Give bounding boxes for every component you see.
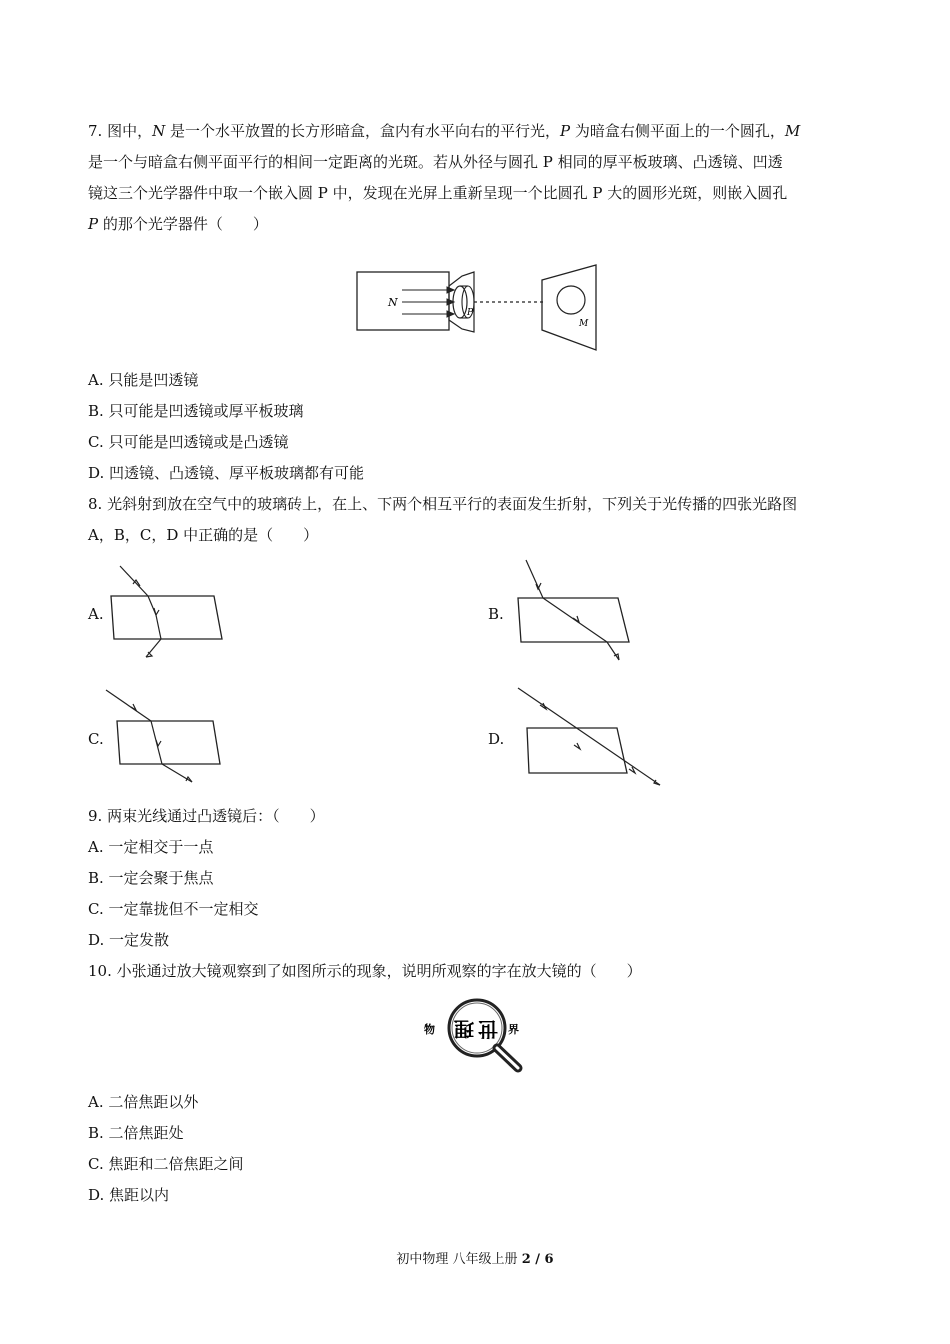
q10-stem: 10. 小张通过放大镜观察到了如图所示的现象，说明所观察的字在放大镜的（ ）: [88, 962, 642, 980]
q7-option-d: D. 凹透镜、凸透镜、厚平板玻璃都有可能: [88, 464, 365, 482]
q7-dark-box-figure: [350, 262, 602, 354]
q7-fig-label-m: M: [579, 319, 589, 329]
q8-label-b: B.: [488, 605, 504, 623]
q9-stem: 9. 两束光线通过凸透镜后：（ ）: [88, 807, 325, 825]
q7-line-2: 是一个与暗盒右侧平面平行的相间一定距离的光斑。若从外径与圆孔 P 相同的厚平板玻璃、凸透镜、凹透: [88, 153, 783, 171]
q8-diagram-c: [104, 686, 230, 786]
q8-label-c: C.: [88, 730, 104, 748]
q9-option-c: C. 一定靠拢但不一定相交: [88, 900, 259, 918]
q7-var-p: P: [88, 215, 99, 233]
q10-option-b: B. 二倍焦距处: [88, 1124, 184, 1142]
q8-label-a: A.: [88, 605, 104, 623]
q7-text: 7. 图中，: [88, 122, 153, 140]
q7-option-a: A. 只能是凹透镜: [88, 371, 199, 389]
q7-line-4: [88, 214, 268, 234]
footer-text: 初中物理 八年级上册: [396, 1252, 522, 1267]
q8-line-2: A，B，C，D 中正确的是（ ）: [88, 526, 319, 544]
q7-line-3: 镜这三个光学器件中取一个嵌入圆 P 中，发现在光屏上重新呈现一个比圆孔 P 大的圆形光斑，则嵌入圆孔: [88, 184, 788, 202]
q7-var-p: P: [560, 122, 571, 140]
q9-option-d: D. 一定发散: [88, 931, 170, 949]
q7-text: 为暗盒右侧平面上的一个圆孔，: [570, 122, 785, 140]
q7-fig-label-n: N: [388, 296, 398, 309]
q10-char-right: 界: [508, 1023, 519, 1036]
q9-option-b: B. 一定会聚于焦点: [88, 869, 214, 887]
page-footer: [0, 1248, 950, 1267]
q7-text: 是一个水平放置的长方形暗盒，盒内有水平向右的平行光，: [165, 122, 560, 140]
q10-char-left: 物: [424, 1023, 435, 1036]
q7-var-n: N: [152, 122, 166, 140]
q7-option-b: B. 只可能是凹透镜或厚平板玻璃: [88, 402, 304, 420]
q7-line-1: [88, 121, 800, 141]
q8-diagram-a: [108, 560, 232, 664]
q10-option-d: D. 焦距以内: [88, 1186, 170, 1204]
q9-option-a: A. 一定相交于一点: [88, 838, 214, 856]
q7-var-m: M: [784, 122, 801, 140]
page-number: 2 / 6: [521, 1252, 554, 1267]
q8-line-1: 8. 光斜射到放在空气中的玻璃砖上，在上、下两个相互平行的表面发生折射，下列关于光传播的四张光路图: [88, 495, 798, 513]
q10-char-lens-2: 世: [478, 1017, 498, 1041]
q7-option-c: C. 只可能是凹透镜或是凸透镜: [88, 433, 289, 451]
q8-label-d: D.: [488, 730, 505, 748]
q10-char-lens-1: 理: [454, 1017, 474, 1041]
q10-option-c: C. 焦距和二倍焦距之间: [88, 1155, 244, 1173]
q8-diagram-d: [512, 685, 664, 789]
q7-text: 的那个光学器件（ ）: [98, 215, 268, 233]
q7-fig-label-p: P: [467, 308, 474, 318]
q10-magnifier-figure: [420, 996, 536, 1078]
q10-option-a: A. 二倍焦距以外: [88, 1093, 199, 1111]
q8-diagram-b: [515, 556, 639, 664]
